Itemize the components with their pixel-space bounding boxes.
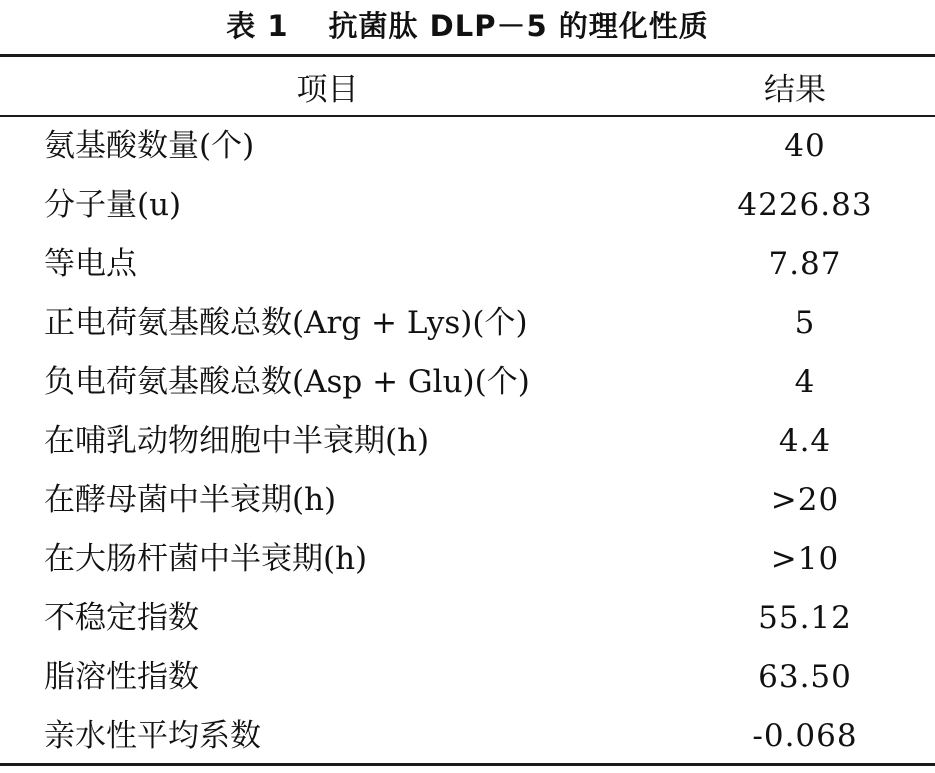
table-row xyxy=(0,471,935,530)
table-row xyxy=(0,412,935,471)
table-number: 表 1 xyxy=(226,8,289,43)
row-item: 在酵母菌中半衰期(h) xyxy=(44,482,337,518)
table-row xyxy=(0,353,935,412)
row-item: 负电荷氨基酸总数(Asp + Glu)(个) xyxy=(44,364,530,400)
row-value: -0.068 xyxy=(752,718,858,754)
header-item: 项目 xyxy=(296,72,359,108)
row-item: 脂溶性指数 xyxy=(44,659,199,695)
row-value: 4226.83 xyxy=(737,187,873,223)
row-value: 4 xyxy=(794,364,816,400)
row-item: 不稳定指数 xyxy=(44,600,199,636)
row-value: >20 xyxy=(770,482,840,518)
row-item: 等电点 xyxy=(44,246,137,282)
table-row xyxy=(0,648,935,707)
bottom-rule xyxy=(0,763,935,766)
top-rule xyxy=(0,54,935,57)
table-row xyxy=(0,294,935,353)
row-item: 分子量(u) xyxy=(44,187,182,223)
header-result: 结果 xyxy=(764,72,826,108)
table-body xyxy=(0,117,935,766)
row-value: 63.50 xyxy=(758,659,852,695)
table-row xyxy=(0,707,935,766)
row-value: 5 xyxy=(794,305,816,341)
row-item: 在大肠杆菌中半衰期(h) xyxy=(44,541,368,577)
row-value: 40 xyxy=(784,128,826,164)
row-value: 55.12 xyxy=(758,600,852,636)
table-row xyxy=(0,530,935,589)
row-item: 氨基酸数量(个) xyxy=(44,128,255,164)
row-item: 在哺乳动物细胞中半衰期(h) xyxy=(44,423,430,459)
table-row xyxy=(0,589,935,648)
table-row xyxy=(0,117,935,176)
row-value: 7.87 xyxy=(768,246,842,282)
row-value: >10 xyxy=(770,541,840,577)
row-value: 4.4 xyxy=(778,423,832,459)
table-header-row xyxy=(0,58,935,115)
row-item: 正电荷氨基酸总数(Arg + Lys)(个) xyxy=(44,305,528,341)
table-row xyxy=(0,176,935,235)
table-row xyxy=(0,235,935,294)
row-item: 亲水性平均系数 xyxy=(44,718,261,754)
table-title: 抗菌肽 DLP－5 的理化性质 xyxy=(328,8,709,43)
table-caption xyxy=(0,0,935,48)
